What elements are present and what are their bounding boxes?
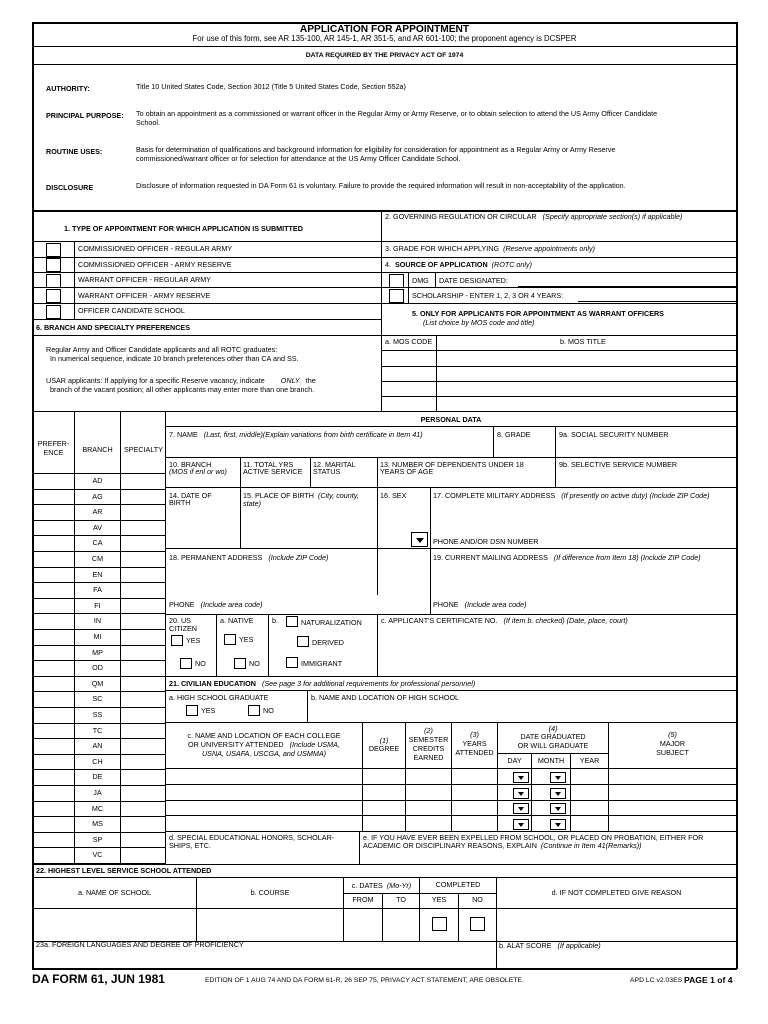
major-header-2: SUBJECT: [656, 748, 689, 757]
specialty-field[interactable]: [121, 630, 165, 644]
branch-code: JA: [93, 788, 102, 797]
item9a-label: 9a. SOCIAL SECURITY NUMBER: [559, 430, 669, 439]
rule: [33, 908, 736, 909]
dmg-label: DMG: [412, 276, 429, 285]
rule: [165, 457, 736, 458]
rule: [165, 548, 736, 549]
no-label: NO: [195, 659, 206, 668]
branch-code: FI: [94, 600, 101, 610]
rule: [381, 257, 736, 258]
option-label: OFFICER CANDIDATE SCHOOL: [78, 306, 185, 315]
from-header: FROM: [352, 895, 374, 904]
branch-code: AN: [92, 741, 103, 751]
college-header-2: OR UNIVERSITY ATTENDED (Include USMA,: [188, 740, 340, 749]
item13-label-2: YEARS OF AGE: [380, 467, 434, 476]
course-header: b. COURSE: [250, 888, 290, 897]
years-header: YEARS: [462, 739, 487, 748]
branch-code: SC: [92, 694, 103, 704]
checkbox-warrant-reserve[interactable]: [46, 289, 61, 303]
rule: [381, 241, 736, 242]
branch-code: AD: [92, 476, 103, 485]
branch-code: OD: [92, 663, 103, 673]
preference-field[interactable]: [34, 552, 74, 566]
rule: [240, 457, 241, 487]
item6-label: 6. BRANCH AND SPECIALTY PREFERENCES: [36, 323, 191, 332]
college-header-3: USNA, USAFA, USCGA, and USMMA): [201, 749, 327, 758]
rule: [74, 241, 75, 319]
option-label: WARRANT OFFICER - REGULAR ARMY: [78, 275, 211, 284]
credits-header-2: CREDITS: [412, 744, 445, 753]
month-dropdown[interactable]: [550, 788, 566, 799]
preference-field[interactable]: [34, 802, 74, 816]
form-subtitle: For use of this form, see AR 135-100, AR 145-1, AR 351-5, and AR 601-100; the proponent agency is DCSPER: [192, 34, 577, 43]
preference-field[interactable]: [34, 833, 74, 847]
month-dropdown[interactable]: [550, 803, 566, 814]
preference-field[interactable]: [34, 474, 74, 488]
version-label: APD LC v2.03ES: [630, 977, 683, 984]
preference-field[interactable]: [34, 677, 74, 691]
no-label: NO: [249, 659, 260, 668]
phone-dsn-label: PHONE AND/OR DSN NUMBER: [433, 537, 539, 546]
immigrant-checkbox[interactable]: [286, 657, 298, 668]
item11-label-2: ACTIVE SERVICE: [243, 467, 303, 476]
yes-label: YES: [239, 635, 254, 644]
rule: [310, 457, 311, 487]
item5-label: 5. ONLY FOR APPLICANTS FOR APPOINTMENT AS WARRANT OFFICERS: [412, 309, 664, 318]
item3-label: 3. GRADE FOR WHICH APPLYING (Reserve appointments only): [385, 244, 595, 253]
branch-header: BRANCH: [82, 445, 113, 454]
branch-code: AV: [92, 522, 103, 532]
pref-header-2: ENCE: [43, 448, 64, 457]
purpose-text-2: School.: [136, 118, 160, 127]
branch-code: CA: [92, 538, 103, 548]
citizen-yes-checkbox[interactable]: [171, 635, 183, 646]
native-label: a. NATIVE: [220, 616, 254, 625]
month-dropdown[interactable]: [550, 772, 566, 783]
day-dropdown[interactable]: [513, 788, 529, 799]
degree-num: (1): [379, 736, 389, 745]
item18-label: 18. PERMANENT ADDRESS (Include ZIP Code): [169, 553, 329, 562]
yes-label: YES: [201, 706, 216, 715]
specialty-field[interactable]: [121, 708, 165, 722]
rule: [435, 272, 436, 287]
naturalization-checkbox[interactable]: [286, 616, 298, 627]
item12-label-2: STATUS: [313, 467, 341, 476]
rule: [381, 381, 736, 382]
item8-label: 8. GRADE: [497, 430, 531, 439]
preference-field[interactable]: [34, 536, 74, 550]
hs-no-checkbox[interactable]: [248, 705, 260, 716]
day-dropdown[interactable]: [513, 803, 529, 814]
preference-field[interactable]: [34, 583, 74, 597]
expelled-label: e. IF YOU HAVE EVER BEEN EXPELLED FROM SCHOOL, OR PLACED ON PROBATION, EITHER FOR: [363, 833, 704, 842]
rule: [33, 303, 381, 304]
rule: [33, 272, 381, 273]
specialty-field[interactable]: [121, 848, 165, 862]
checkbox-warrant-regular[interactable]: [46, 274, 61, 288]
specialty-field[interactable]: [121, 536, 165, 550]
completed-header: COMPLETED: [435, 880, 481, 889]
preference-field[interactable]: [34, 770, 74, 784]
routine-text: Basis for determination of qualifications and background information for eligibility for consideration for appointment as a Regular Army or Army Reserve: [136, 145, 616, 154]
specialty-field[interactable]: [121, 692, 165, 706]
rule: [377, 614, 378, 676]
routine-label: ROUTINE USES:: [46, 147, 103, 156]
item4-label: 4. SOURCE OF APPLICATION (ROTC only): [385, 260, 532, 269]
specialty-field[interactable]: [121, 505, 165, 519]
rule: [165, 784, 736, 785]
specialty-field[interactable]: [121, 646, 165, 660]
rule: [165, 426, 736, 427]
no-label: NO: [263, 706, 274, 715]
mos-code-header: a. MOS CODE: [385, 337, 433, 346]
branch-code: SP: [92, 834, 103, 844]
honors-label: d. SPECIAL EDUCATIONAL HONORS, SCHOLAR-: [169, 833, 335, 842]
item13-label: 13. NUMBER OF DEPENDENTS UNDER 18: [380, 460, 524, 469]
rule: [165, 614, 736, 615]
item20-label-2: CITIZEN: [169, 624, 197, 633]
branch-code: QM: [91, 678, 104, 688]
rule: [240, 487, 241, 548]
branch-code: MP: [92, 647, 103, 657]
year-header: YEAR: [579, 756, 600, 765]
preference-field[interactable]: [34, 817, 74, 831]
option-label: COMMISSIONED OFFICER - REGULAR ARMY: [78, 244, 233, 253]
expelled-label-2: ACADEMIC OR DISCIPLINARY REASONS, EXPLAIN (Continue in Item 41(Remarks)): [363, 841, 642, 850]
rule: [436, 335, 437, 411]
rule: [33, 864, 736, 865]
yes-header: YES: [431, 895, 447, 904]
preference-field[interactable]: [34, 692, 74, 706]
specialty-field[interactable]: [121, 677, 165, 691]
branch-code: CH: [92, 756, 103, 766]
rule: [307, 690, 308, 722]
item15-hint: state): [243, 499, 261, 508]
item16-label: 16. SEX: [380, 491, 407, 500]
rule: [33, 319, 381, 320]
branch-code: FA: [93, 585, 102, 595]
preference-field[interactable]: [34, 755, 74, 769]
item10-hint: (MOS if enl or wo): [169, 467, 227, 476]
scholarship-line[interactable]: [578, 301, 736, 302]
preference-field[interactable]: [34, 490, 74, 504]
branch-code: AG: [92, 491, 103, 501]
form-title: APPLICATION FOR APPOINTMENT: [299, 24, 470, 35]
rule: [497, 753, 608, 754]
phone-label-19: PHONE (Include area code): [433, 600, 527, 609]
dates-header: c. DATES (Mo-Yr): [351, 881, 412, 890]
preference-field[interactable]: [34, 646, 74, 660]
specialty-field[interactable]: [121, 552, 165, 566]
rule: [165, 487, 736, 488]
specialty-field[interactable]: [121, 724, 165, 738]
rule: [165, 831, 736, 832]
preference-field[interactable]: [34, 599, 74, 613]
hs-name-label: b. NAME AND LOCATION OF HIGH SCHOOL: [311, 693, 460, 702]
major-num: (5): [668, 730, 677, 739]
edition-note: EDITION OF 1 AUG 74 AND DA FORM 61-R, 26 SEP 75, PRIVACY ACT STATEMENT, ARE OBSOLETE.: [205, 977, 524, 984]
rule: [165, 676, 736, 677]
preference-field[interactable]: [34, 786, 74, 800]
citizen-no-checkbox[interactable]: [180, 658, 192, 669]
sex-dropdown[interactable]: [411, 532, 428, 547]
item17-label: 17. COMPLETE MILITARY ADDRESS (If presently on active duty) (Include ZIP Code): [433, 491, 710, 500]
preference-field[interactable]: [34, 724, 74, 738]
rule: [33, 335, 381, 336]
specialty-field[interactable]: [121, 739, 165, 753]
day-dropdown[interactable]: [513, 819, 529, 830]
pref-header: PREFER-: [37, 439, 70, 448]
item19-label: 19. CURRENT MAILING ADDRESS (If difference from Item 18) (Include ZIP Code): [433, 553, 701, 562]
specialty-field[interactable]: [121, 755, 165, 769]
rule: [165, 815, 736, 816]
school-header: a. NAME OF SCHOOL: [77, 888, 152, 897]
to-header: TO: [396, 895, 406, 904]
derived-label: DERIVED: [312, 638, 344, 647]
rule: [381, 287, 736, 288]
rule: [381, 303, 736, 304]
specialty-field[interactable]: [121, 661, 165, 675]
rule: [493, 426, 494, 457]
credits-header: SEMESTER: [408, 735, 449, 744]
branch-code: IN: [93, 616, 102, 626]
authority-label: AUTHORITY:: [46, 84, 90, 93]
item14-label-2: BIRTH: [169, 498, 191, 507]
item22-label: 22. HIGHEST LEVEL SERVICE SCHOOL ATTENDED: [36, 866, 212, 875]
item6-text: Regular Army and Officer Candidate applicants and all ROTC graduates:: [46, 345, 278, 354]
item9b-label: 9b. SELECTIVE SERVICE NUMBER: [559, 460, 678, 469]
rule: [343, 893, 496, 894]
branch-code: TC: [92, 725, 103, 735]
branch-code: MC: [91, 803, 104, 813]
routine-text-2: commissioned/warrant officer or for selection for attendance at the US Army Officer Candidate School.: [136, 154, 461, 163]
branch-code: CM: [91, 554, 104, 563]
day-dropdown[interactable]: [513, 772, 529, 783]
credits-num: (2): [424, 726, 433, 735]
purpose-text: To obtain an appointment as a commissioned or warrant officer in the Regular Army or Army Reserve, or to obtain selection to attend the US Army Officer Candidate: [136, 109, 658, 118]
naturalization-label: NATURALIZATION: [301, 618, 362, 627]
branch-code: DE: [92, 772, 103, 782]
branch-code: MS: [92, 819, 103, 829]
college-header: c. NAME AND LOCATION OF EACH COLLEGE: [187, 731, 341, 740]
specialty-field[interactable]: [121, 474, 165, 488]
rule: [381, 396, 736, 397]
preference-field[interactable]: [34, 505, 74, 519]
hs-grad-label: a. HIGH SCHOOL GRADUATE: [169, 693, 269, 702]
branch-code: EN: [92, 569, 103, 579]
specialty-field[interactable]: [121, 833, 165, 847]
item1-label: 1. TYPE OF APPOINTMENT FOR WHICH APPLICATION IS SUBMITTED: [64, 224, 303, 233]
purpose-label: PRINCIPAL PURPOSE:: [46, 111, 124, 120]
item10-label: 10. BRANCH: [169, 460, 212, 469]
branch-code: MI: [93, 632, 102, 641]
preference-field[interactable]: [34, 630, 74, 644]
item20c-label: c. APPLICANT'S CERTIFICATE NO. (If item b. checked) (Date, place, court): [381, 616, 628, 625]
rule: [165, 411, 166, 864]
rule: [381, 350, 736, 351]
specialty-field[interactable]: [121, 568, 165, 582]
rule: [33, 64, 736, 65]
rule: [33, 241, 381, 242]
item23a-label: 23a. FOREIGN LANGUAGES AND DEGREE OF PROFICIENCY: [36, 940, 244, 949]
preference-field[interactable]: [34, 848, 74, 862]
form-id: DA FORM 61, JUN 1981: [32, 972, 165, 986]
rule: [33, 257, 381, 258]
date-grad-num: (4): [548, 724, 558, 733]
privacy-banner: DATA REQUIRED BY THE PRIVACY ACT OF 1974: [305, 52, 464, 59]
native-no-checkbox[interactable]: [234, 658, 246, 669]
preference-field[interactable]: [34, 521, 74, 535]
credits-header-3: EARNED: [413, 753, 444, 762]
rule: [430, 487, 431, 614]
branch-code: VC: [92, 850, 103, 860]
rule: [381, 335, 736, 336]
item6-text: branch of the vacant position; all other applicants may enter more than one branch.: [50, 385, 315, 394]
rule: [381, 366, 736, 367]
rule: [33, 287, 381, 288]
item20-label: 20. US: [169, 616, 191, 625]
phone-label-18: PHONE (Include area code): [169, 600, 263, 609]
rule: [165, 768, 736, 769]
completed-yes-checkbox[interactable]: [432, 917, 447, 931]
checkbox-ocs[interactable]: [46, 305, 61, 319]
checkbox-commissioned-regular[interactable]: [46, 243, 61, 257]
rule: [32, 968, 737, 970]
rule: [196, 877, 197, 941]
rule: [359, 831, 360, 864]
rule: [165, 690, 736, 691]
month-dropdown[interactable]: [550, 819, 566, 830]
preference-field[interactable]: [34, 708, 74, 722]
b-label: b.: [272, 616, 278, 625]
item11-label: 11. TOTAL YRS: [243, 460, 294, 469]
specialty-field[interactable]: [121, 490, 165, 504]
specialty-field[interactable]: [121, 802, 165, 816]
item2-label: 2. GOVERNING REGULATION OR CIRCULAR (Specify appropriate section(s) if applicable): [385, 212, 683, 221]
date-grad-header: DATE GRADUATED: [520, 732, 586, 741]
authority-text: Title 10 United States Code, Section 3012 (Title 5 United States Code, Section 552a): [136, 82, 406, 91]
immigrant-label: IMMIGRANT: [301, 659, 343, 668]
preference-field[interactable]: [34, 739, 74, 753]
item23b-label: b. ALAT SCORE (If applicable): [499, 941, 601, 950]
no-header: NO: [472, 895, 483, 904]
item7-label: 7. NAME (Last, first, middle)(Explain variations from birth certificate in Item 41): [169, 430, 423, 439]
rule: [216, 614, 217, 676]
month-header: MONTH: [537, 756, 565, 765]
mos-title-header: b. MOS TITLE: [560, 337, 606, 346]
option-label: COMMISSIONED OFFICER - ARMY RESERVE: [78, 260, 232, 269]
specialty-field[interactable]: [121, 817, 165, 831]
rule: [33, 877, 736, 878]
preference-field[interactable]: [34, 614, 74, 628]
specialty-field[interactable]: [121, 770, 165, 784]
preference-field[interactable]: [34, 661, 74, 675]
specialty-header: SPECIALTY: [123, 445, 163, 454]
disclosure-label: DISCLOSURE: [46, 183, 94, 192]
item5-hint: (List choice by MOS code and title): [423, 318, 535, 327]
date-grad-header-2: OR WILL GRADUATE: [517, 741, 589, 750]
rule: [33, 411, 165, 412]
personal-data-banner: PERSONAL DATA: [420, 415, 482, 424]
specialty-field[interactable]: [121, 583, 165, 597]
item15-label: 15. PLACE OF BIRTH (City, county,: [243, 491, 359, 500]
date-designated-label: DATE DESIGNATED:: [439, 276, 508, 285]
honors-label-2: SHIPS, ETC.: [169, 841, 211, 850]
option-label: WARRANT OFFICER - ARMY RESERVE: [78, 291, 211, 300]
major-header: MAJOR: [659, 739, 686, 748]
checkbox-commissioned-reserve[interactable]: [46, 258, 61, 272]
item14-label: 14. DATE OF: [169, 491, 212, 500]
rule: [268, 614, 269, 676]
rule: [736, 22, 738, 969]
completed-no-checkbox[interactable]: [470, 917, 485, 931]
branch-code: SS: [92, 710, 103, 719]
checkbox-dmg[interactable]: [389, 274, 404, 288]
derived-checkbox[interactable]: [297, 636, 309, 647]
specialty-field[interactable]: [121, 599, 165, 613]
item2-field[interactable]: [385, 225, 736, 239]
item6-text: In numerical sequence, indicate 10 branch preferences other than CA and SS.: [50, 354, 299, 363]
specialty-field[interactable]: [121, 521, 165, 535]
rule: [165, 411, 736, 412]
checkbox-scholarship[interactable]: [389, 289, 404, 303]
native-yes-checkbox[interactable]: [224, 634, 236, 645]
preference-field[interactable]: [34, 568, 74, 582]
rule: [377, 457, 378, 595]
hs-yes-checkbox[interactable]: [186, 705, 198, 716]
yes-label: YES: [186, 636, 201, 645]
years-num: (3): [470, 730, 479, 739]
branch-code: AR: [92, 507, 103, 517]
rule: [165, 800, 736, 801]
item21-label: 21. CIVILIAN EDUCATION (See page 3 for additional requirements for professional personnel): [169, 679, 476, 688]
degree-header: DEGREE: [368, 744, 400, 753]
specialty-field[interactable]: [121, 614, 165, 628]
years-header-2: ATTENDED: [455, 748, 494, 757]
reason-header: d. IF NOT COMPLETED GIVE REASON: [551, 888, 682, 897]
disclosure-text: Disclosure of information requested in DA Form 61 is voluntary. Failure to provide the required information will result in non-acceptability of the application.: [136, 181, 626, 190]
day-header: DAY: [507, 756, 522, 765]
scholarship-label: SCHOLARSHIP - ENTER 1, 2, 3 OR 4 YEARS:: [412, 291, 564, 300]
item12-label: 12. MARITAL: [313, 460, 356, 469]
item6-text: USAR applicants: If applying for a specific Reserve vacancy, indicate ONLY the: [46, 376, 316, 385]
page-number: PAGE 1 of 4: [684, 975, 733, 985]
specialty-field[interactable]: [121, 786, 165, 800]
rule: [33, 46, 736, 47]
